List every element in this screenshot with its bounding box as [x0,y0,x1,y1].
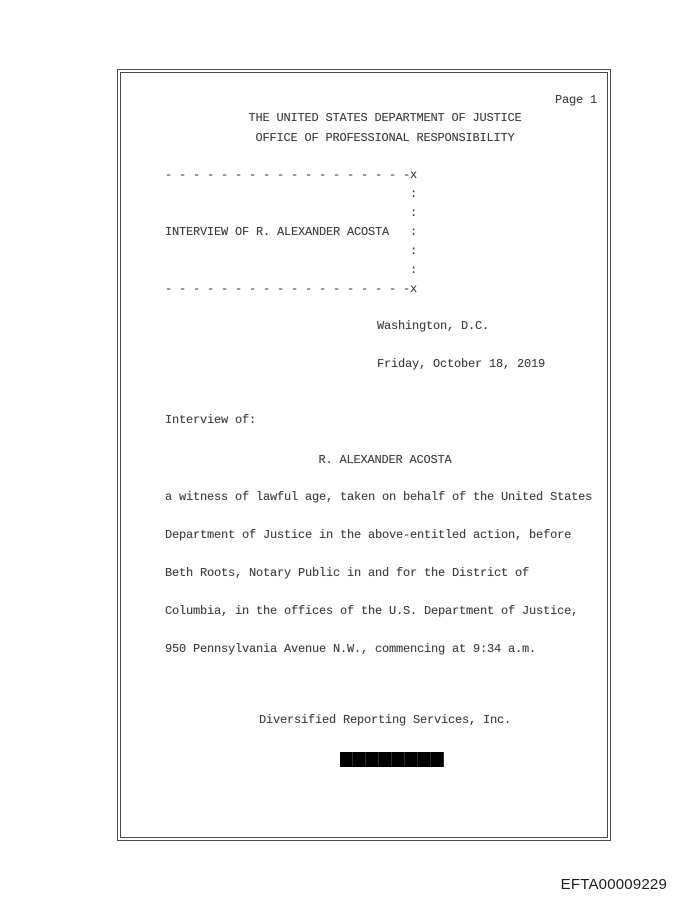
caption-line-interview-title: INTERVIEW OF R. ALEXANDER ACOSTA : [165,225,418,239]
redaction-bar [340,752,444,767]
caption-line: : [165,263,418,277]
interview-of-label: Interview of: [165,413,257,427]
reporting-service-name: Diversified Reporting Services, Inc. [258,713,512,727]
venue-location: Washington, D.C. [377,319,490,333]
case-caption-block [165,166,417,299]
caption-line: : [165,244,418,258]
bates-number: EFTA00009229 [560,876,667,893]
document-title-line1: THE UNITED STATES DEPARTMENT OF JUSTICE [248,111,522,125]
appearance-paragraph-line: Columbia, in the offices of the U.S. Department of Justice, [165,604,579,618]
caption-line: : [165,206,418,220]
appearance-paragraph-line: Department of Justice in the above-entitled action, before [165,528,572,542]
caption-line: - - - - - - - - - - - - - - - - - -x [165,282,418,296]
appearance-paragraph-line: a witness of lawful age, taken on behalf of the United States [165,490,593,504]
page-border-frame [117,69,611,841]
appearance-paragraph-line: 950 Pennsylvania Avenue N.W., commencing at 9:34 a.m. [165,642,537,656]
caption-line: : [165,187,418,201]
document-title-line2: OFFICE OF PROFESSIONAL RESPONSIBILITY [255,131,515,145]
caption-line: - - - - - - - - - - - - - - - - - -x [165,168,418,182]
appearance-paragraph-line: Beth Roots, Notary Public in and for the District of [165,566,530,580]
venue-date: Friday, October 18, 2019 [377,357,546,371]
witness-name: R. ALEXANDER ACOSTA [318,453,452,467]
page-number: Page 1 [554,93,597,107]
